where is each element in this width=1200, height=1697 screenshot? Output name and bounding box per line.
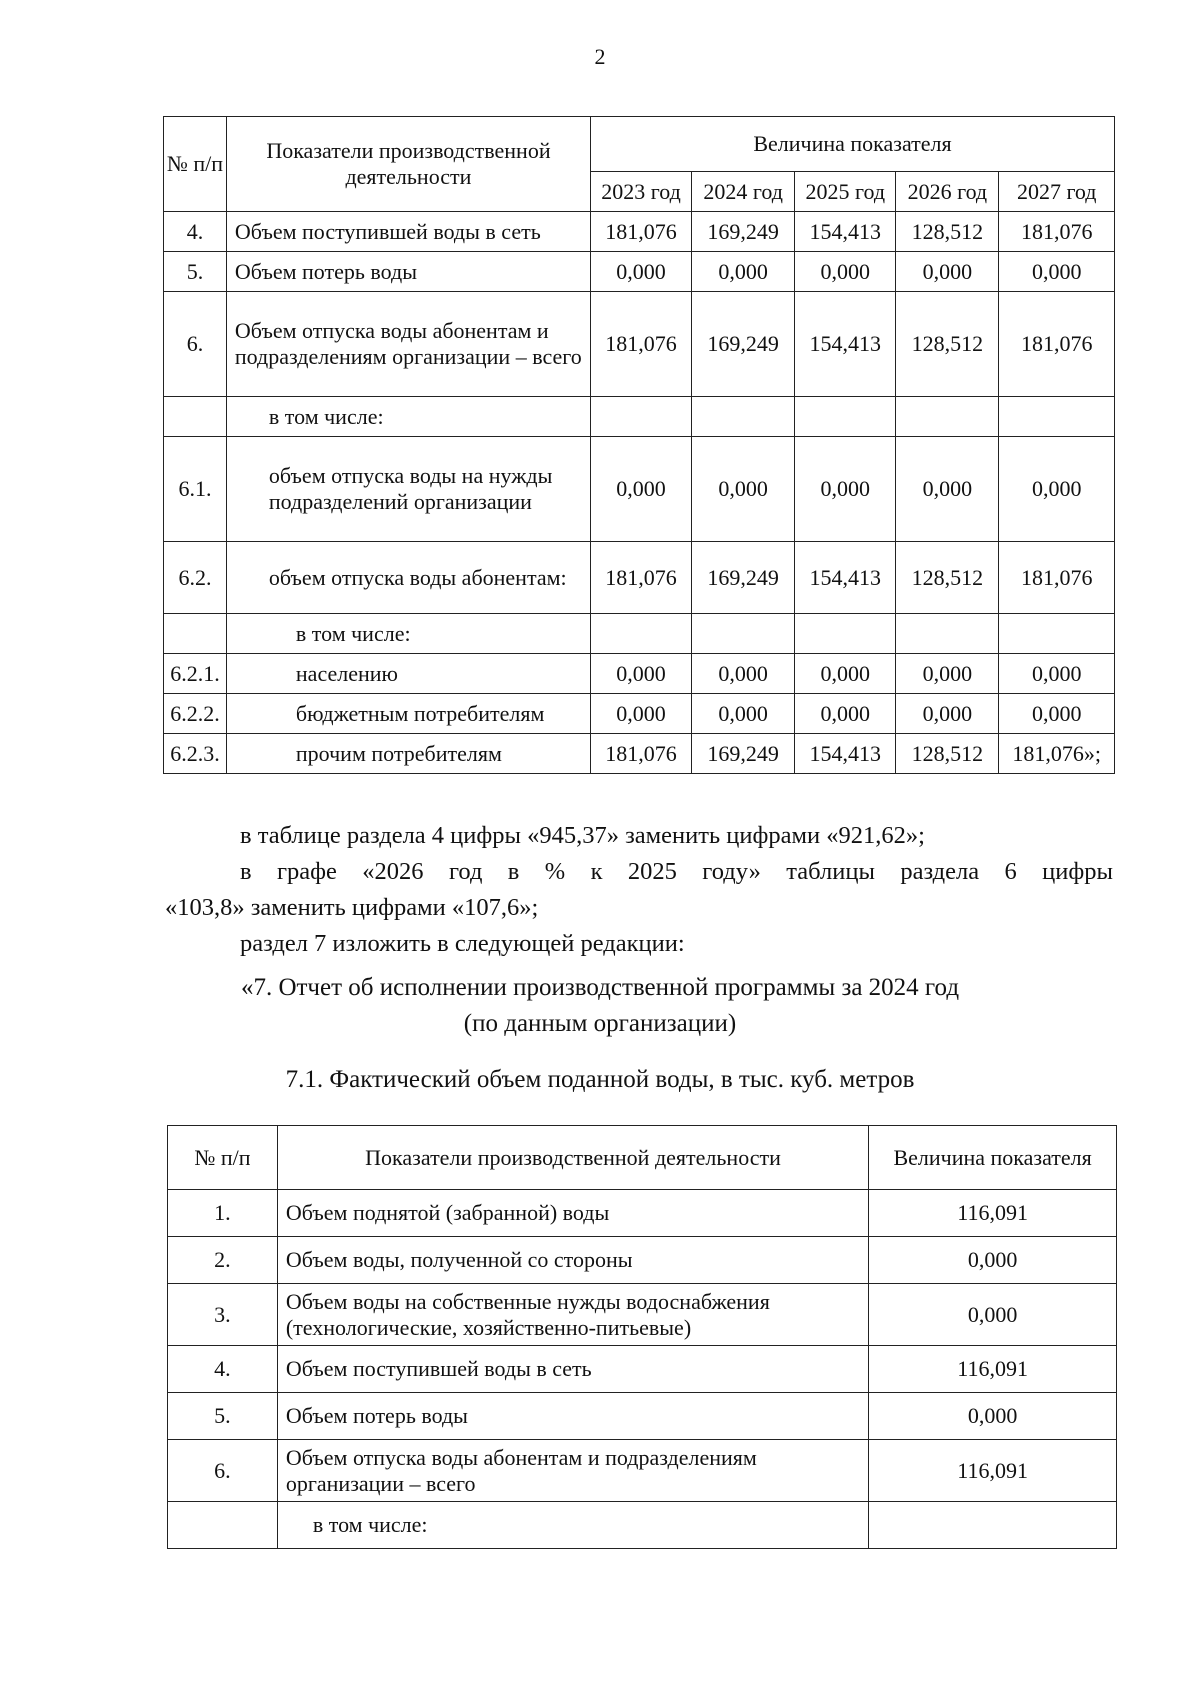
- table-row: [168, 1284, 1117, 1346]
- paragraph: раздел 7 изложить в следующей редакции:: [240, 930, 685, 957]
- table-row: [168, 1440, 1117, 1502]
- row-num: 6.2.: [164, 542, 227, 614]
- cell-value: 128,512: [896, 734, 999, 774]
- header-year: 2024 год: [692, 172, 795, 212]
- row-name: в том числе:: [277, 1502, 868, 1549]
- page-number: 2: [594, 44, 606, 69]
- cell-value: [591, 614, 692, 654]
- cell-value: 0,000: [999, 694, 1115, 734]
- cell-value: 0,000: [795, 694, 896, 734]
- cell-value: 154,413: [795, 542, 896, 614]
- header-num: № п/п: [168, 1126, 278, 1190]
- cell-value: 0,000: [896, 654, 999, 694]
- row-num: 6.1.: [164, 437, 227, 542]
- header-num: № п/п: [164, 117, 227, 212]
- cell-value: 0,000: [795, 437, 896, 542]
- cell-value: 0,000: [795, 252, 896, 292]
- cell-value: [795, 614, 896, 654]
- cell-value: [795, 397, 896, 437]
- cell-value: [692, 614, 795, 654]
- header-indicators: Показатели производственной деятельности: [277, 1126, 868, 1190]
- row-name: Объем поднятой (забранной) воды: [277, 1190, 868, 1237]
- header-value-group: Величина показателя: [591, 117, 1115, 172]
- cell-value: 181,076»;: [999, 734, 1115, 774]
- row-name: объем отпуска воды абонентам:: [226, 542, 590, 614]
- cell-value: 0,000: [692, 252, 795, 292]
- cell-value: 0,000: [591, 654, 692, 694]
- row-name: объем отпуска воды на нужды подразделений организации: [226, 437, 590, 542]
- table-row: [168, 1190, 1117, 1237]
- cell-value: 181,076: [591, 734, 692, 774]
- cell-value: 181,076: [591, 542, 692, 614]
- cell-value: 181,076: [999, 542, 1115, 614]
- cell-value: 116,091: [869, 1346, 1117, 1393]
- row-num: [164, 397, 227, 437]
- row-num: [164, 614, 227, 654]
- cell-value: [999, 614, 1115, 654]
- table-row: [164, 252, 1115, 292]
- row-num: 6.: [164, 292, 227, 397]
- cell-value: 0,000: [869, 1237, 1117, 1284]
- header-indicators: Показатели производственной деятельности: [226, 117, 590, 212]
- table-row: [164, 212, 1115, 252]
- row-name: прочим потребителям: [226, 734, 590, 774]
- paragraph: в графе «2026 год в % к 2025 году» таблицы раздела 6 цифры: [240, 858, 1113, 885]
- cell-value: 169,249: [692, 292, 795, 397]
- cell-value: 0,000: [869, 1284, 1117, 1346]
- cell-value: 0,000: [591, 252, 692, 292]
- row-num: 2.: [168, 1237, 278, 1284]
- production-indicators-table: [163, 116, 1115, 774]
- row-num: [168, 1502, 278, 1549]
- cell-value: 0,000: [591, 437, 692, 542]
- cell-value: 0,000: [999, 437, 1115, 542]
- table-row: [164, 734, 1115, 774]
- cell-value: 154,413: [795, 292, 896, 397]
- subsection-title: 7.1. Фактический объем поданной воды, в тыс. куб. метров: [285, 1066, 915, 1093]
- table-row: [168, 1346, 1117, 1393]
- row-num: 6.2.2.: [164, 694, 227, 734]
- row-name: Объем потерь воды: [277, 1393, 868, 1440]
- cell-value: 0,000: [869, 1393, 1117, 1440]
- cell-value: [692, 397, 795, 437]
- cell-value: 181,076: [999, 212, 1115, 252]
- row-name: в том числе:: [226, 397, 590, 437]
- paragraph: в таблице раздела 4 цифры «945,37» заменить цифрами «921,62»;: [240, 822, 925, 849]
- row-num: 4.: [164, 212, 227, 252]
- cell-value: [591, 397, 692, 437]
- cell-value: 169,249: [692, 212, 795, 252]
- cell-value: 128,512: [896, 212, 999, 252]
- row-name: бюджетным потребителям: [226, 694, 590, 734]
- row-num: 5.: [164, 252, 227, 292]
- table-row: [168, 1393, 1117, 1440]
- row-name: Объем отпуска воды абонентам и подразделениям организации – всего: [277, 1440, 868, 1502]
- cell-value: 128,512: [896, 292, 999, 397]
- cell-value: 181,076: [591, 292, 692, 397]
- row-name: Объем поступившей воды в сеть: [277, 1346, 868, 1393]
- row-name: населению: [226, 654, 590, 694]
- cell-value: [896, 397, 999, 437]
- section-title: [0, 970, 1200, 1042]
- row-num: 6.2.3.: [164, 734, 227, 774]
- cell-value: [999, 397, 1115, 437]
- row-name: Объем воды, полученной со стороны: [277, 1237, 868, 1284]
- cell-value: 169,249: [692, 542, 795, 614]
- actual-water-volume-table: [167, 1125, 1117, 1549]
- header-year: 2027 год: [999, 172, 1115, 212]
- cell-value: 0,000: [896, 437, 999, 542]
- row-num: 4.: [168, 1346, 278, 1393]
- cell-value: 128,512: [896, 542, 999, 614]
- section-title-line: «7. Отчет об исполнении производственной программы за 2024 год: [240, 974, 960, 1001]
- cell-value: 169,249: [692, 734, 795, 774]
- cell-value: 0,000: [692, 694, 795, 734]
- table-row: [168, 1237, 1117, 1284]
- cell-value: 0,000: [896, 694, 999, 734]
- cell-value: 116,091: [869, 1190, 1117, 1237]
- cell-value: 181,076: [999, 292, 1115, 397]
- row-num: 6.: [168, 1440, 278, 1502]
- table-row: [164, 694, 1115, 734]
- cell-value: 181,076: [591, 212, 692, 252]
- cell-value: 0,000: [692, 437, 795, 542]
- table-row: [164, 292, 1115, 397]
- cell-value: 154,413: [795, 734, 896, 774]
- row-name: Объем отпуска воды абонентам и подразделениям организации – всего: [226, 292, 590, 397]
- cell-value: 0,000: [896, 252, 999, 292]
- paragraph: «103,8» заменить цифрами «107,6»;: [165, 894, 539, 921]
- cell-value: 0,000: [999, 654, 1115, 694]
- row-num: 3.: [168, 1284, 278, 1346]
- table-row: [168, 1502, 1117, 1549]
- section-title-line: (по данным организации): [463, 1010, 737, 1037]
- row-num: 5.: [168, 1393, 278, 1440]
- row-name: Объем потерь воды: [226, 252, 590, 292]
- row-num: 1.: [168, 1190, 278, 1237]
- table-row: [164, 614, 1115, 654]
- cell-value: 0,000: [795, 654, 896, 694]
- row-num: 6.2.1.: [164, 654, 227, 694]
- cell-value: [869, 1502, 1117, 1549]
- table-row: [164, 542, 1115, 614]
- cell-value: 154,413: [795, 212, 896, 252]
- header-year: 2025 год: [795, 172, 896, 212]
- header-year: 2026 год: [896, 172, 999, 212]
- cell-value: 0,000: [999, 252, 1115, 292]
- cell-value: 0,000: [692, 654, 795, 694]
- cell-value: 116,091: [869, 1440, 1117, 1502]
- header-value: Величина показателя: [869, 1126, 1117, 1190]
- table-row: [164, 654, 1115, 694]
- header-year: 2023 год: [591, 172, 692, 212]
- row-name: в том числе:: [226, 614, 590, 654]
- table-row: [164, 397, 1115, 437]
- cell-value: [896, 614, 999, 654]
- amendment-paragraphs: [165, 818, 1113, 962]
- table-row: [164, 437, 1115, 542]
- cell-value: 0,000: [591, 694, 692, 734]
- row-name: Объем поступившей воды в сеть: [226, 212, 590, 252]
- row-name: Объем воды на собственные нужды водоснабжения (технологические, хозяйственно-питьевые): [277, 1284, 868, 1346]
